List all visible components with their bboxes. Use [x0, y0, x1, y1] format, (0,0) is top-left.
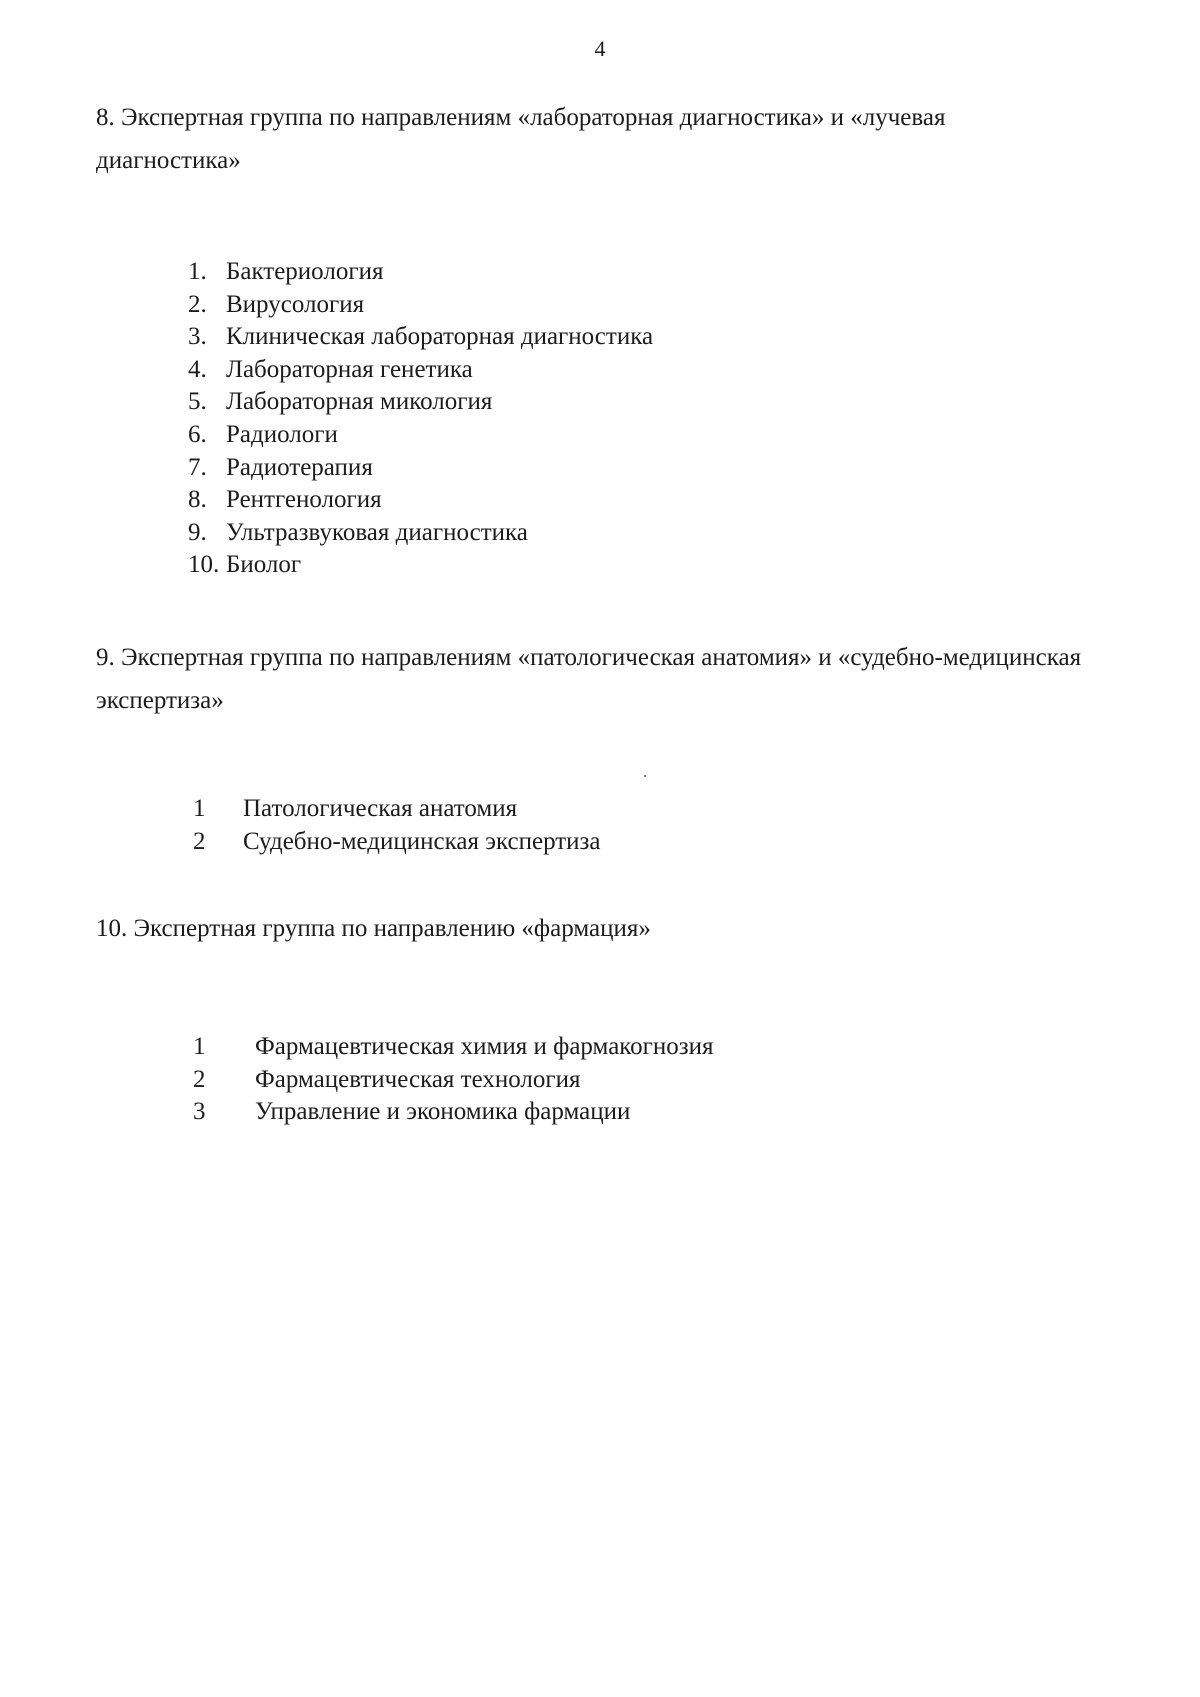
list-item	[188, 354, 653, 387]
item-label: Радиотерапия	[226, 453, 373, 481]
item-label: Патологическая анатомия	[243, 795, 518, 822]
item-number: 1.	[188, 258, 207, 285]
specialty-list-8	[188, 256, 653, 582]
item-label: Судебно-медицинская экспертиза	[243, 827, 601, 855]
item-number: 3	[193, 1098, 206, 1126]
item-label: Рентгенология	[226, 486, 382, 514]
item-label: Бактериология	[226, 258, 384, 285]
specialty-list-9	[193, 793, 601, 858]
list-item	[188, 289, 653, 322]
list-item	[188, 549, 653, 582]
list-item	[193, 1096, 714, 1129]
item-label: Лабораторная микология	[226, 388, 493, 416]
item-label: Клиническая лабораторная диагностика	[226, 323, 654, 351]
list-item	[193, 826, 601, 859]
list-item	[188, 321, 653, 354]
item-number: 2	[193, 1065, 206, 1093]
item-number: 2	[193, 827, 206, 855]
item-number: 5.	[188, 388, 207, 416]
section-heading-8: 8. Экспертная группа по направлениям «лабораторная диагностика» и «лучевая диагностика»	[96, 104, 946, 174]
list-item	[188, 452, 653, 485]
list-item	[188, 517, 653, 550]
item-number: 3.	[188, 323, 207, 351]
list-item	[188, 386, 653, 419]
item-number: 1	[193, 1033, 206, 1060]
item-number: 2.	[188, 290, 207, 318]
item-number: 9.	[188, 518, 207, 546]
list-item	[193, 1064, 714, 1097]
item-number: 1	[193, 795, 206, 822]
item-label: Фармацевтическая химия и фармакогнозия	[255, 1033, 714, 1060]
item-number: 8.	[188, 486, 207, 514]
list-item	[188, 484, 653, 517]
item-label: Биолог	[226, 551, 302, 579]
item-number: 6.	[188, 420, 207, 448]
item-label: Лабораторная генетика	[226, 355, 473, 383]
specialty-list-10	[193, 1031, 714, 1129]
scan-speck	[644, 775, 646, 777]
section-heading-10: 10. Экспертная группа по направлению «фармация»	[96, 915, 651, 942]
section-heading-9: 9. Экспертная группа по направлениям «патологическая анатомия» и «судебно-медицинская экспертиза»	[96, 644, 1082, 714]
list-item	[188, 419, 653, 452]
item-number: 4.	[188, 355, 207, 383]
item-label: Радиологи	[226, 420, 338, 448]
item-number: 10.	[188, 551, 220, 579]
page-number: 4	[594, 36, 606, 61]
list-item	[193, 1031, 714, 1064]
list-item	[188, 256, 653, 289]
item-number: 7.	[188, 453, 207, 481]
item-label: Фармацевтическая технология	[255, 1065, 581, 1093]
list-item	[193, 793, 601, 826]
item-label: Вирусология	[226, 290, 365, 318]
item-label: Управление и экономика фармации	[255, 1098, 631, 1126]
item-label: Ультразвуковая диагностика	[226, 518, 528, 546]
